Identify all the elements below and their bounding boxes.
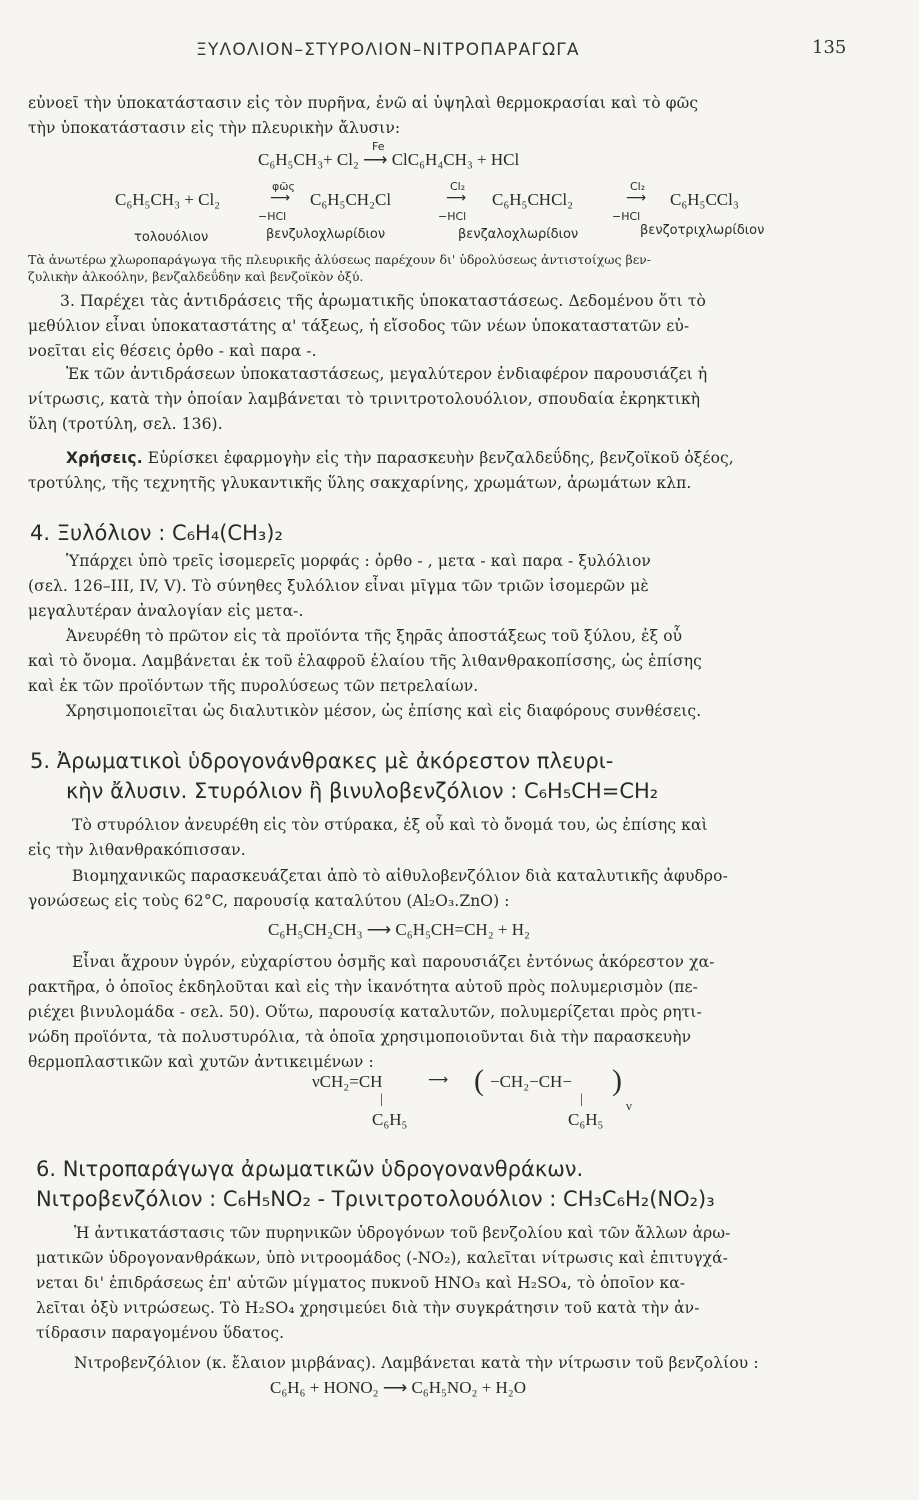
text-line: ὕλη (τροτύλη, σελ. 136). — [28, 415, 223, 433]
compound-label: τολουόλιον — [134, 230, 209, 245]
text-line: καὶ τὸ ὄνομα. Λαμβάνεται ἐκ τοῦ ἐλαφροῦ ἐλαίου τῆς λιθανθρακοπίσσης, ὡς ἐπίσης — [28, 652, 702, 670]
note-line: Τὰ ἀνωτέρω χλωροπαράγωγα τῆς πλευρικῆς ἀλύσεως παρέχουν δι' ὑδρολύσεως ἀντιστοίχως βεν- — [28, 252, 651, 267]
section-heading: 4. Ξυλόλιον : C₆H₄(CH₃)₂ — [30, 521, 283, 545]
text-line: μεγαλυτέραν ἀναλογίαν εἰς μετα-. — [28, 602, 304, 620]
section-heading: Νιτροβενζόλιον : C₆H₅NO₂ - Τρινιτροτολουόλιον : CH₃C₆H₂(NO₂)₃ — [36, 1187, 715, 1211]
substituent-formula: C₆H₅ — [372, 1110, 408, 1129]
arrow-icon: ⟶ — [428, 1072, 449, 1088]
bond-line-icon: | — [580, 1092, 583, 1107]
equation-ring-chlorination: C₆H₅CH₃+ Cl₂ ⟶ ClC₆H₄CH₃ + HCl — [258, 150, 520, 169]
section-heading: κὴν ἄλυσιν. Στυρόλιον ἢ βινυλοβενζόλιον : C₆H₅CH=CH₂ — [66, 779, 659, 803]
text-line: νοεῖται εἰς θέσεις ὀρθο - καὶ παρα -. — [28, 342, 317, 360]
uses-label: Χρήσεις. — [66, 449, 143, 467]
text-line: Ἀνευρέθη τὸ πρῶτον εἰς τὰ προϊόντα τῆς ξηρᾶς ἀποστάξεως τοῦ ξύλου, ἐξ οὗ — [66, 627, 683, 645]
section-heading: 5. Ἀρωματικοὶ ὑδρογονάνθρακες μὲ ἀκόρεστον πλευρι- — [30, 749, 614, 773]
text-line: ματικῶν ὑδρογονανθράκων, ὑπὸ νιτροομάδος (-NO₂), καλεῖται νίτρωσις καὶ ἐπιτυγχά- — [36, 1249, 729, 1267]
bracket-close-icon: ) — [612, 1064, 622, 1097]
text-line: Τὸ στυρόλιον ἀνευρέθη εἰς τὸν στύρακα, ἐξ οὗ καὶ τὸ ὄνομά του, ὡς ἐπίσης καὶ — [72, 816, 708, 834]
compound-label: βενζοτριχλωρίδιον — [640, 223, 765, 238]
text-line — [66, 447, 734, 469]
text-line: (σελ. 126–III, IV, V). Τὸ σύνηθες ξυλόλιον εἶναι μῖγμα τῶν τριῶν ἰσομερῶν μὲ — [28, 577, 649, 595]
text-line: 3. Παρέχει τὰς ἀντιδράσεις τῆς ἀρωματικῆς ὑποκαταστάσεως. Δεδομένου ὅτι τὸ — [60, 292, 706, 310]
text-line: τροτύλης, τῆς τεχνητῆς γλυκαντικῆς ὕλης σακχαρίνης, χρωμάτων, ἀρωμάτων κλπ. — [28, 474, 692, 492]
text-line: Νιτροβενζόλιον (κ. ἔλαιον μιρβάνας). Λαμβάνεται κατὰ τὴν νίτρωσιν τοῦ βενζολίου : — [74, 1354, 759, 1372]
equation-nitration: C₆H₆ + HONO₂ ⟶ C₆H₅NO₂ + H₂O — [270, 1378, 526, 1397]
text-line: νεται δι' ἐπιδράσεως ἐπ' αὐτῶν μίγματος πυκνοῦ HNO₃ καὶ H₂SO₄, τὸ ὁποῖον κα- — [36, 1274, 686, 1292]
section-heading: 6. Νιτροπαράγωγα ἀρωματικῶν ὑδρογονανθράκων. — [36, 1157, 584, 1181]
condition-label: Cl₂ — [450, 180, 466, 193]
text-line: νώδη προϊόντα, τὰ πολυστυρόλια, τὰ ὁποῖα χρησιμοποιοῦνται διὰ τὴν παρασκευὴν — [28, 1028, 692, 1046]
catalyst-label: Fe — [372, 140, 385, 153]
text-line: Ὑπάρχει ὑπὸ τρεῖς ἰσομερεῖς μορφάς : ὀρθο - , μετα - καὶ παρα - ξυλόλιον — [66, 552, 651, 570]
condition-label: −HCl — [438, 210, 467, 223]
text-line: Ἡ ἀντικατάστασις τῶν πυρηνικῶν ὑδρογόνων τοῦ βενζολίου καὶ τῶν ἄλλων ἀρω- — [74, 1224, 731, 1242]
equation-reactant: C₆H₅CH₃ + Cl₂ — [115, 190, 221, 209]
text-line: Ἐκ τῶν ἀντιδράσεων ὑποκαταστάσεως, μεγαλύτερον ἐνδιαφέρον παρουσιάζει ἡ — [66, 365, 708, 383]
arrow-icon: ⟶ — [446, 190, 467, 206]
monomer-formula: νCH₂=CH — [312, 1072, 383, 1091]
arrow-icon: ⟶ — [626, 190, 647, 206]
compound-label: βενζαλοχλωρίδιον — [458, 227, 579, 242]
substituent-formula: C₆H₅ — [568, 1110, 604, 1129]
text-line: Χρησιμοποιεῖται ὡς διαλυτικὸν μέσον, ὡς ἐπίσης καὶ εἰς διαφόρους συνθέσεις. — [66, 702, 702, 720]
text-line: γονώσεως εἰς τοὺς 62°C, παρουσίᾳ καταλύτου (Al₂O₃.ZnO) : — [28, 892, 510, 910]
equation-styrene: C₆H₅CH₂CH₃ ⟶ C₆H₅CH=CH₂ + H₂ — [268, 920, 530, 939]
arrow-icon: ⟶ — [270, 190, 291, 206]
equation-product: C₆H₅CCl₃ — [670, 190, 739, 209]
page-number: 135 — [812, 37, 847, 58]
condition-label: −HCl — [612, 210, 641, 223]
note-line: ζυλικὴν ἀλκοόλην, βενζαλδεΰδην καὶ βενζοϊκὸν ὀξύ. — [28, 269, 364, 284]
condition-label: Cl₂ — [630, 180, 646, 193]
equation-product: C₆H₅CHCl₂ — [492, 190, 574, 209]
bracket-open-icon: ( — [474, 1064, 484, 1097]
bond-line-icon: | — [380, 1092, 383, 1107]
text-line: τίδρασιν παραγομένου ὕδατος. — [36, 1324, 285, 1342]
text-line: Βιομηχανικῶς παρασκευάζεται ἀπὸ τὸ αἰθυλοβενζόλιον διὰ καταλυτικῆς ἀφυδρο- — [72, 867, 728, 885]
text-line: θερμοπλαστικῶν καὶ χυτῶν ἀντικειμένων : — [28, 1053, 374, 1071]
text-line: καὶ ἐκ τῶν προϊόντων τῆς πυρολύσεως τῶν πετρελαίων. — [28, 677, 479, 695]
uses-text: Εὑρίσκει ἐφαρμογὴν εἰς τὴν παρασκευὴν βενζαλδεΰδης, βενζοϊκοῦ ὀξέος, — [147, 449, 734, 467]
equation-product: C₆H₅CH₂Cl — [310, 190, 392, 209]
text-line: εὐνοεῖ τὴν ὑποκατάστασιν εἰς τὸν πυρῆνα, ἐνῶ αἱ ὑψηλαὶ θερμοκρασίαι καὶ τὸ φῶς — [28, 94, 699, 112]
running-header: ΞΥΛΟΛΙΟΝ–ΣΤΥΡΟΛΙΟΝ–ΝΙΤΡΟΠΑΡΑΓΩΓΑ — [196, 40, 580, 60]
text-line: λεῖται ὀξὺ νιτρώσεως. Τὸ H₂SO₄ χρησιμεύει διὰ τὴν συγκράτησιν τοῦ κατὰ τὴν ἀν- — [36, 1299, 700, 1317]
text-line: Εἶναι ἄχρουν ὑγρόν, εὐχαρίστου ὀσμῆς καὶ παρουσιάζει ἐντόνως ἀκόρεστον χα- — [72, 953, 715, 971]
text-line: τὴν ὑποκατάστασιν εἰς τὴν πλευρικὴν ἄλυσιν: — [28, 119, 401, 137]
text-line: ριέχει βινυλομάδα - σελ. 50). Οὕτω, παρουσίᾳ καταλυτῶν, πολυμερίζεται πρὸς ρητι- — [28, 1003, 702, 1021]
text-line: ρακτῆρα, ὁ ὁποῖος ἐκδηλοῦται καὶ εἰς τὴν ἱκανότητα αὐτοῦ πρὸς πολυμερισμὸν (πε- — [28, 978, 699, 996]
degree-of-polymerization: ν — [626, 1098, 632, 1113]
compound-label: βενζυλοχλωρίδιον — [266, 227, 386, 242]
polymer-formula: −CH₂−CH− — [490, 1072, 572, 1091]
text-line: μεθύλιον εἶναι ὑποκαταστάτης α' τάξεως, ἡ εἴσοδος τῶν νέων ὑποκαταστατῶν εὐ- — [28, 317, 690, 335]
text-line: νίτρωσις, κατὰ τὴν ὁποίαν λαμβάνεται τὸ τρινιτροτολουόλιον, σπουδαία ἐκρηκτικὴ — [28, 390, 701, 408]
condition-label: φῶς — [272, 180, 295, 193]
condition-label: −HCl — [258, 210, 287, 223]
text-line: εἰς τὴν λιθανθρακόπισσαν. — [28, 841, 246, 859]
